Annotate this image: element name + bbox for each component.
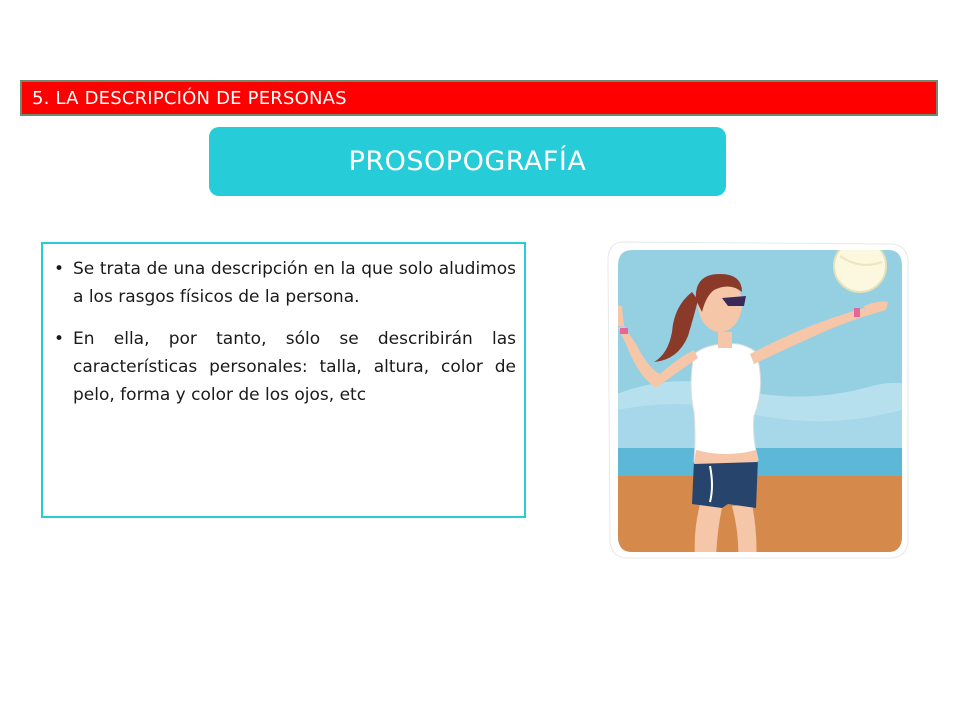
bullet-item-characteristics — [51, 325, 516, 409]
right-wristband — [854, 308, 860, 317]
left-wristband — [620, 328, 628, 334]
volleyball-woman-illustration — [582, 236, 912, 561]
bullet-text: En ella, por tanto, sólo se describirán las características personales: talla, altura, color de pelo, forma y color de los ojos, etc — [73, 329, 516, 405]
bullet-marker: • — [54, 259, 65, 279]
bullet-item-definition — [51, 255, 516, 311]
sea-shape — [612, 448, 908, 478]
bullet-list — [51, 255, 516, 409]
tank-top-shape — [691, 344, 761, 462]
sand-shape — [612, 476, 908, 561]
bullet-text: Se trata de una descripción en la que solo aludimos a los rasgos físicos de la persona. — [73, 259, 516, 307]
content-box — [41, 242, 526, 518]
neck-shape — [718, 332, 732, 348]
beach-scene-svg — [582, 236, 912, 561]
slide-title: PROSOPOGRAFÍA — [209, 127, 726, 196]
shorts-shape — [692, 458, 758, 508]
section-header: 5. LA DESCRIPCIÓN DE PERSONAS — [20, 80, 938, 116]
bullet-marker: • — [54, 329, 65, 349]
